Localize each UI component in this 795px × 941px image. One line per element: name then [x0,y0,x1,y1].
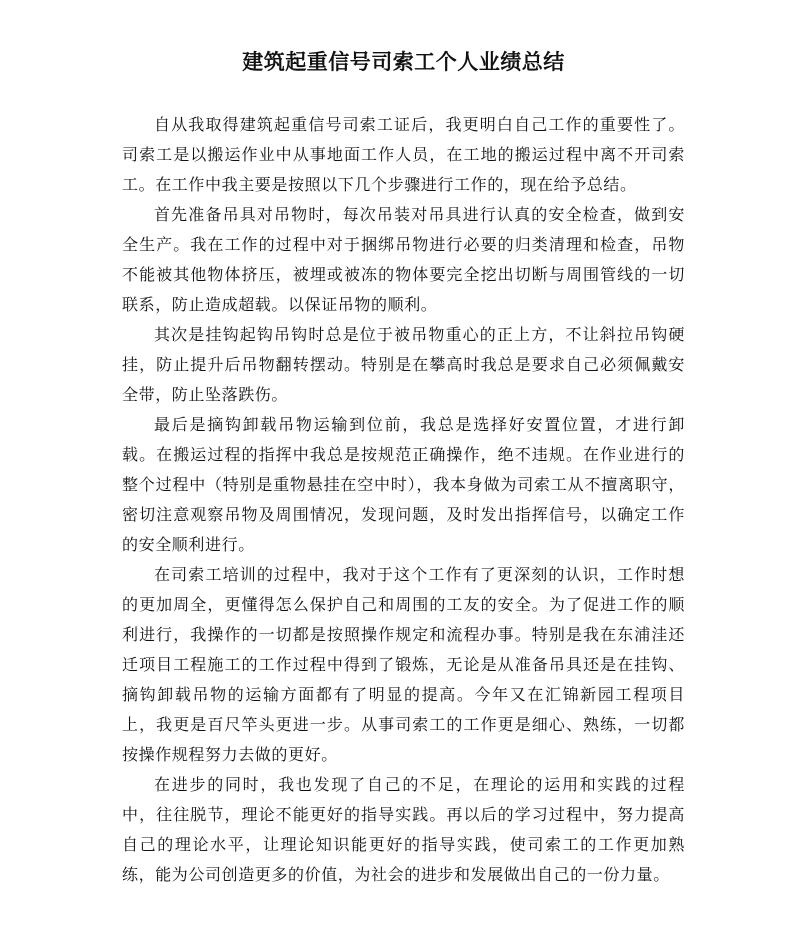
paragraph-6: 在进步的同时，我也发现了自己的不足，在理论的运用和实践的过程中，往往脱节，理论不能更好的指导实践。再以后的学习过程中，努力提高自己的理论水平，让理论知识能更好的指导实践，使司索工的工作更加熟练，能为公司创造更多的价值，为社会的进步和发展做出自己的一份力量。 [122,775,685,884]
paragraph-3: 其次是挂钩起钩吊钩时总是位于被吊物重心的正上方，不让斜拉吊钩硬挂，防止提升后吊物翻转摆动。特别是在攀高时我总是要求自己必须佩戴安全带，防止坠落跌伤。 [122,325,685,404]
paragraph-1: 自从我取得建筑起重信号司索工证后，我更明白自己工作的重要性了。司索工是以搬运作业中从事地面工作人员，在工地的搬运过程中离不开司索工。在工作中我主要是按照以下几个步骤进行工作的，现在给予总结。 [122,115,685,194]
document-body [122,110,685,890]
paragraph-4: 最后是摘钩卸载吊物运输到位前，我总是选择好安置位置，才进行卸载。在搬运过程的指挥中我总是按规范正确操作，绝不违规。在作业进行的整个过程中（特别是重物悬挂在空中时），我本身做为司索工从不擅离职守，密切注意观察吊物及周围情况，发现问题，及时发出指挥信号，以确定工作的安全顺利进行。 [122,415,685,554]
paragraph-2: 首先准备吊具对吊物时，每次吊装对吊具进行认真的安全检查，做到安全生产。我在工作的过程中对于捆绑吊物进行必要的归类清理和检查，吊物不能被其他物体挤压，被埋或被冻的物体要完全挖出切断与周围管线的一切联系，防止造成超载。以保证吊物的顺利。 [122,205,685,314]
paragraph-5: 在司索工培训的过程中，我对于这个工作有了更深刻的认识，工作时想的更加周全，更懂得怎么保护自己和周围的工友的安全。为了促进工作的顺利进行，我操作的一切都是按照操作规定和流程办事。特别是我在东浦洼还迁项目工程施工的工作过程中得到了锻炼，无论是从准备吊具还是在挂钩、摘钩卸载吊物的运输方面都有了明显的提高。今年又在汇锦新园工程项目上，我更是百尺竿头更进一步。从事司索工的工作更是细心、熟练，一切都按操作规程努力去做的更好。 [122,565,685,764]
document-title: 建筑起重信号司索工个人业绩总结 [242,50,565,74]
